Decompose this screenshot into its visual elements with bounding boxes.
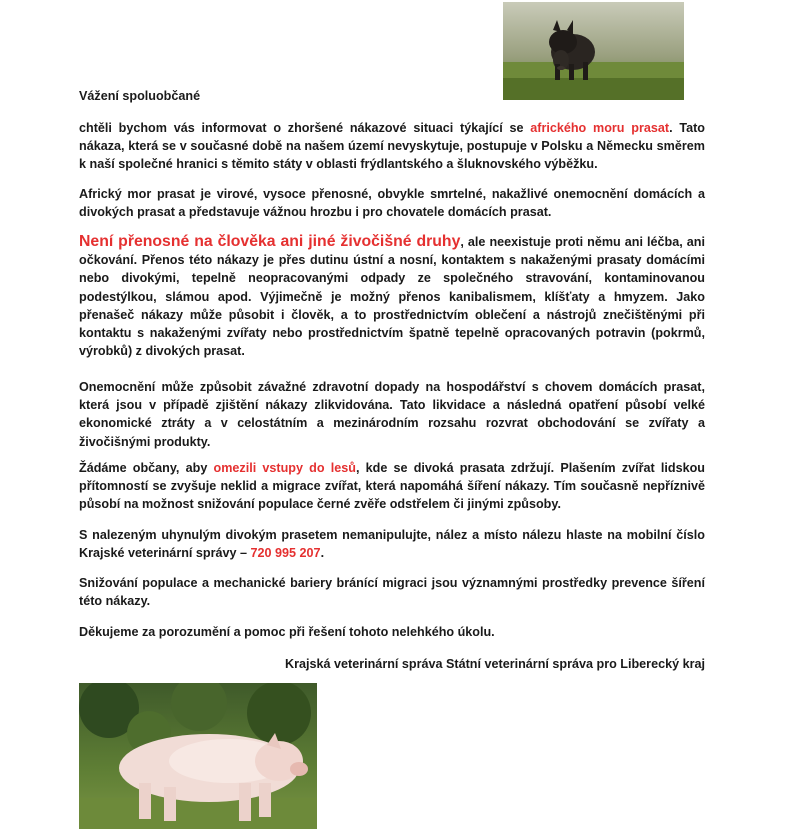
- wild-boar-photo: [503, 2, 684, 100]
- paragraph-3: Není přenosné na člověka ani jiné živočišné druhy, ale neexistuje proti němu ani léčba, ani očkování. Přenos této nákazy je přes dutinu ústní a nosní, kontaktem s nakaženými prasaty domácími nebo divokými, tepelně neopracovanými odpady ze společného stravování, kontaminovanou podestýlkou, slámou apod. Výjimečně je možný přenos kanibalismem, klíšťaty a hmyzem. Jako přenašeč nákazy může působit i člověk, a to prostřednictvím oblečení a nástrojů znečištěnými při kontaktu s nakaženými zvířaty nebo prostřednictvím špatně tepelně opracovaných potravin (pokrmů, výrobků) z divokých prasat.: [79, 233, 705, 359]
- highlight-african-swine-fever: afrického moru prasat: [530, 121, 670, 135]
- greeting: Vážení spoluobčané: [79, 89, 201, 103]
- highlight-not-transmissible: Není přenosné na člověka ani jiné živočišné druhy: [79, 233, 461, 250]
- paragraph-8: Děkujeme za porozumění a pomoc při řešení tohoto nelehkého úkolu.: [79, 625, 495, 639]
- paragraph-6: S nalezeným uhynulým divokým prasetem nemanipulujte, nález a místo nálezu hlaste na mobilní číslo Krajské veterinární správy – 720 995 207.: [79, 528, 705, 561]
- paragraph-1: chtěli bychom vás informovat o zhoršené nákazové situaci týkající se afrického moru prasat. Tato nákaza, která se v současné době na našem území nevyskytuje, postupuje v Polsku a Německu směrem k naší společné hranici s těmito státy v oblasti frýdlantského a šluknovského výběžku.: [79, 121, 705, 172]
- domestic-pig-photo: [79, 683, 317, 829]
- paragraph-2: Africký mor prasat je virové, vysoce přenosné, obvykle smrtelné, nakažlivé onemocnění domácích a divokých prasat a představuje vážnou hrozbu i pro chovatele domácích prasat.: [79, 187, 705, 220]
- signature: Krajská veterinární správa Státní veterinární správa pro Liberecký kraj: [285, 657, 705, 671]
- paragraph-7: Snižování populace a mechanické bariery bránící migraci jsou významnými prostředky prevence šíření této nákazy.: [79, 576, 705, 609]
- paragraph-5: Žádáme občany, aby omezili vstupy do lesů, kde se divoká prasata zdržují. Plašením zvířat lidskou přítomností se zvyšuje neklid a migrace zvířat, která napomáhá šíření nákazy. Tím současně nepříznivě působí na možnost snižování populace černé zvěře odstřelem či jinými způsoby.: [79, 461, 705, 512]
- phone-number: 720 995 207: [250, 546, 321, 561]
- highlight-limit-forest-entry: omezili vstupy do lesů: [213, 461, 356, 475]
- paragraph-4: Onemocnění může způsobit závažné zdravotní dopady na hospodářství s chovem domácích prasat, která jsou v případě zjištění nákazy zlikvidována. Tato likvidace a následná opatření působí velké ekonomické ztráty a v celostátním a mezinárodním rozsahu rozvrat obchodování se zvířaty a živočišnými produkty.: [79, 380, 705, 449]
